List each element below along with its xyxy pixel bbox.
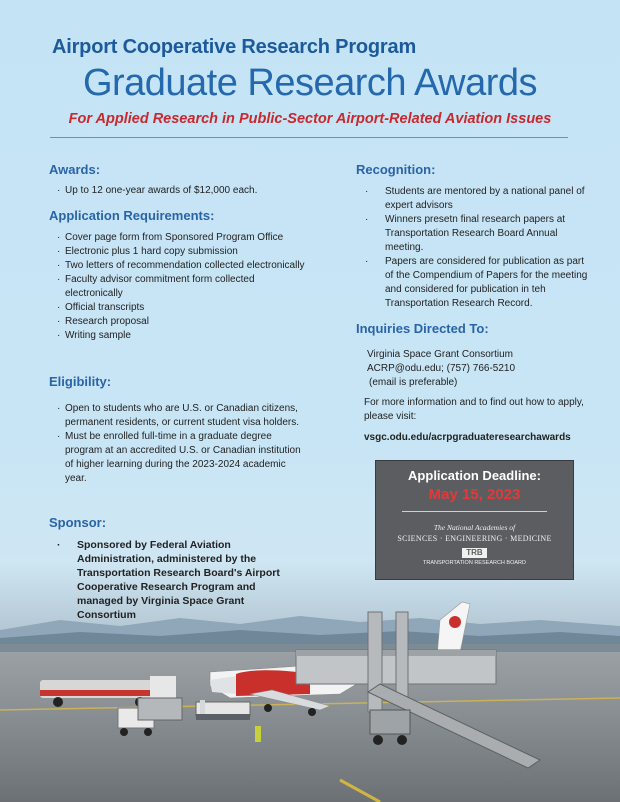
- deadline-label: Application Deadline:: [408, 468, 541, 483]
- list-item: · Writing sample: [57, 330, 131, 341]
- recognition-list: [365, 185, 593, 311]
- header-divider: [50, 137, 568, 138]
- list-item: · Cover page form from Sponsored Program Office: [57, 232, 284, 243]
- trb-name: TRANSPORTATION RESEARCH BOARD: [423, 560, 526, 566]
- list-item: · Students are mentored by a national panel of expert advisors: [365, 186, 585, 211]
- list-item: · Winners presetn final research papers at Transportation Research Board Annual meeting.: [365, 214, 566, 253]
- airport-photo: [0, 590, 620, 802]
- awards-heading: Awards:: [49, 162, 101, 177]
- awards-list: [57, 184, 307, 198]
- program-name: Airport Cooperative Research Program: [52, 36, 417, 58]
- trb-logo: TRB: [462, 548, 487, 558]
- list-item: · Up to 12 one-year awards of $12,000 each.: [57, 185, 258, 196]
- more-info-text: For more information and to find out how to apply, please visit:: [364, 397, 584, 422]
- ground-crew: [200, 700, 205, 714]
- deadline-divider: [402, 511, 547, 512]
- inquiries-heading: Inquiries Directed To:: [356, 321, 489, 336]
- list-item: · Two letters of recommendation collected electronically: [57, 260, 305, 271]
- list-item: · Open to students who are U.S. or Canadian citizens, permanent residents, or current student visa holders.: [57, 403, 300, 428]
- list-item: · Official transcripts: [57, 302, 145, 313]
- inquiries-note: (email is preferable): [369, 377, 458, 388]
- ground-crew: [255, 726, 261, 742]
- requirements-list: [57, 231, 307, 343]
- list-item: · Faculty advisor commitment form collected electronically: [57, 274, 255, 299]
- list-item: · Papers are considered for publication as part of the Compendium of Papers for the meeting and considered for publication in teh Transportation Research Record.: [365, 256, 588, 309]
- recognition-heading: Recognition:: [356, 162, 436, 177]
- page-subtitle: For Applied Research in Public-Sector Airport-Related Aviation Issues: [68, 111, 552, 127]
- page-title: Graduate Research Awards: [82, 62, 538, 104]
- inquiries-org: Virginia Space Grant Consortium: [367, 349, 513, 360]
- list-item: · Sponsored by Federal Aviation Administration, administered by the Transportation Research Board's Airport Cooperative Research Program and managed by Virginia Space Grant Consortium: [57, 539, 280, 621]
- list-item: · Must be enrolled full-time in a graduate degree program at an accredited U.S. or Canadian institution of higher learning during the 2023-2024 academic year.: [57, 431, 301, 484]
- list-item: · Research proposal: [57, 316, 149, 327]
- nasem-logo-text: SCIENCES · ENGINEERING · MEDICINE: [397, 534, 552, 543]
- sponsor-heading: Sponsor:: [49, 515, 107, 530]
- national-academies-logo-text: The National Academies of: [433, 523, 516, 532]
- inquiries-contact[interactable]: ACRP@odu.edu; (757) 766-5210: [367, 363, 516, 374]
- requirements-heading: Application Requirements:: [49, 208, 215, 223]
- deadline-box: [375, 460, 574, 580]
- eligibility-list: [57, 402, 307, 486]
- deadline-date: May 15, 2023: [428, 486, 521, 503]
- eligibility-heading: Eligibility:: [49, 374, 112, 389]
- list-item: · Electronic plus 1 hard copy submission: [57, 246, 238, 257]
- apply-link[interactable]: vsgc.odu.edu/acrpgraduateresearchawards: [364, 432, 571, 443]
